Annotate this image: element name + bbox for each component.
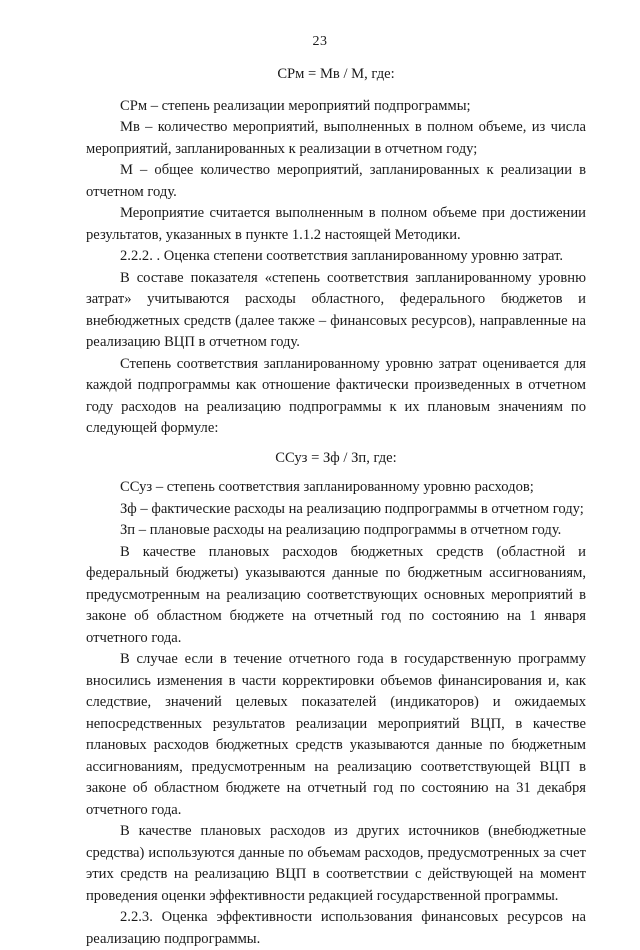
section-heading-2-2-2: 2.2.2. . Оценка степени соответствия запланированному уровню затрат. [120,248,564,264]
section-heading-2-2-3: 2.2.3. Оценка эффективности использования финансовых ресурсов на реализацию подпрограммы. [86,909,586,947]
paragraph-definition-mv: Мв – количество мероприятий, выполненных в полном объеме, из числа мероприятий, запланированных к реализации в отчетном году; [86,119,586,157]
paragraph-definition-zp: Зп – плановые расходы на реализацию подпрограммы в отчетном году. [120,522,562,538]
paragraph-definition-srm: СРм – степень реализации мероприятий подпрограммы; [120,97,471,114]
paragraph-other-sources: В качестве плановых расходов из других источников (внебюджетные средства) используются данные по объемам расходов, предусмотренных за счет этих средств на реализацию ВЦП в соответствии с действующей на момент проведения оценки эффективности редакцией государственной программы. [86,823,586,904]
paragraph-planned-budget: В качестве плановых расходов бюджетных средств (областной и федеральный бюджеты) указываются данные по бюджетным ассигнованиям, предусмотренным на реализацию соответствующих основных мероприятий в законе об областном бюджете на отчетный год по состоянию на 1 января отчетного года. [86,543,586,646]
page-number: 23 [312,34,328,49]
paragraph-cost-indicator: В составе показателя «степень соответствия запланированному уровню затрат» учитываются расходы областного, федерального бюджетов и внебюджетных средств (далее также – финансовых ресурсов), направленные на реализацию ВЦП в отчетном году. [86,269,586,350]
document-body [86,62,586,950]
paragraph-definition-m: М – общее количество мероприятий, запланированных к реализации в отчетном году. [86,162,586,200]
paragraph-definition-ssuz: ССуз – степень соответствия запланированному уровню расходов; [120,479,534,495]
paragraph-program-changes: В случае если в течение отчетного года в государственную программу вносились изменения в части корректировки объемов финансирования и, как следствие, значений целевых показателей (индикаторов) и ожидаемых непосредственных результатов реализации мероприятий ВЦП, в качестве плановых расходов бюджетных средств указываются данные по бюджетным ассигнованиям, предусмотренным на реализацию соответствующей ВЦП в законе об областном бюджете на отчетный год по состоянию на 31 декабря отчетного года. [86,651,586,818]
formula-cost-compliance: ССуз = Зф / Зп, где: [275,449,397,466]
paragraph-definition-zf: Зф – фактические расходы на реализацию подпрограммы в отчетном году; [120,500,584,517]
formula-completion-rate: СРм = Мв / М, где: [277,66,395,82]
paragraph-cost-method: Степень соответствия запланированному уровню затрат оценивается для каждой подпрограммы как отношение фактически произведенных в отчетном году расходов на реализацию подпрограммы к их плановым значениям по следующей формуле: [86,355,586,436]
paragraph-completion-criterion: Мероприятие считается выполненным в полном объеме при достижении результатов, указанных в пункте 1.1.2 настоящей Методики. [86,205,586,243]
